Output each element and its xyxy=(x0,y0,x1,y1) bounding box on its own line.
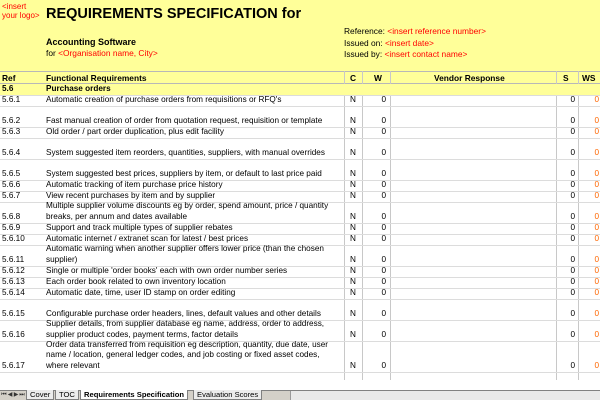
cell-s[interactable]: 0 xyxy=(570,330,575,339)
cell-desc[interactable]: System suggested item reorders, quantities, suppliers, with manual overrides xyxy=(46,147,325,157)
cell-c[interactable]: N xyxy=(350,169,356,178)
cell-ws[interactable]: 0 xyxy=(594,288,599,297)
cell-c[interactable]: N xyxy=(350,330,356,339)
cell-ws[interactable]: 0 xyxy=(594,180,599,189)
table-row[interactable] xyxy=(0,160,600,181)
cell-c[interactable]: N xyxy=(350,266,356,275)
cell-ref[interactable]: 5.6 xyxy=(2,84,14,93)
cell-ws[interactable]: 0 xyxy=(594,361,599,370)
logo-placeholder-line1[interactable]: <insert xyxy=(2,2,27,11)
table-row[interactable] xyxy=(0,203,600,224)
col-ws[interactable]: WS xyxy=(582,73,596,83)
cell-ws[interactable]: 0 xyxy=(594,127,599,136)
cell-ref[interactable]: 5.6.11 xyxy=(2,255,25,264)
cell-s[interactable]: 0 xyxy=(570,266,575,275)
cell-ref[interactable]: 5.6.7 xyxy=(2,191,21,200)
cell-c[interactable]: N xyxy=(350,309,356,318)
cell-s[interactable]: 0 xyxy=(570,234,575,243)
cell-s[interactable]: 0 xyxy=(570,180,575,189)
cell-s[interactable]: 0 xyxy=(570,116,575,125)
issued-on-value[interactable]: <insert date> xyxy=(384,38,434,48)
cell-ws[interactable]: 0 xyxy=(594,191,599,200)
last-sheet-icon[interactable]: ⏭ xyxy=(19,392,25,398)
org-placeholder[interactable]: <Organisation name, City> xyxy=(58,48,158,58)
cell-desc[interactable]: Each order book related to own inventory location xyxy=(46,276,226,286)
cell-c[interactable]: N xyxy=(350,223,356,232)
cell-ws[interactable]: 0 xyxy=(594,95,599,104)
cell-ws[interactable]: 0 xyxy=(594,116,599,125)
cell-w[interactable]: 0 xyxy=(381,127,386,136)
cell-ws[interactable]: 0 xyxy=(594,234,599,243)
cell-ref[interactable]: 5.6.13 xyxy=(2,277,25,286)
cell-ref[interactable]: 5.6.3 xyxy=(2,127,21,136)
first-sheet-icon[interactable]: ⏮ xyxy=(1,392,7,398)
cell-s[interactable]: 0 xyxy=(570,277,575,286)
cell-c[interactable]: N xyxy=(350,277,356,286)
cell-desc[interactable]: Configurable purchase order headers, lines, default values and other details xyxy=(46,308,321,318)
sheet-tab-bar xyxy=(0,390,600,400)
cell-w[interactable]: 0 xyxy=(381,277,386,286)
col-functional-requirements[interactable]: Functional Requirements xyxy=(46,73,147,83)
cell-c[interactable]: N xyxy=(350,212,356,221)
cell-ws[interactable]: 0 xyxy=(594,309,599,318)
cell-desc[interactable]: Automatic date, time, user ID stamp on order editing xyxy=(46,287,236,297)
logo-placeholder-line2[interactable]: your logo> xyxy=(2,11,40,20)
cell-desc[interactable]: Fast manual creation of order from quotation request, requisition or template xyxy=(46,115,323,125)
cell-c[interactable]: N xyxy=(350,191,356,200)
cell-ref[interactable]: 5.6.15 xyxy=(2,309,25,318)
document-header xyxy=(0,0,600,71)
cell-c[interactable]: N xyxy=(350,95,356,104)
cell-w[interactable]: 0 xyxy=(381,191,386,200)
sheet-tab-requirements-specification[interactable]: Requirements Specification xyxy=(80,390,188,400)
cell-ref[interactable]: 5.6.12 xyxy=(2,266,25,275)
cell-ws[interactable]: 0 xyxy=(594,223,599,232)
cell-w[interactable]: 0 xyxy=(381,223,386,232)
cell-desc[interactable]: Multiple supplier volume discounts eg by order, spend amount, price / quantity breaks, per annum and dates available xyxy=(46,201,329,221)
issued-on-label: Issued on: xyxy=(344,38,385,48)
cell-c[interactable]: N xyxy=(350,116,356,125)
cell-c[interactable]: N xyxy=(350,234,356,243)
cell-c[interactable]: N xyxy=(350,127,356,136)
cell-c[interactable]: N xyxy=(350,288,356,297)
cell-ref[interactable]: 5.6.8 xyxy=(2,212,21,221)
cell-c[interactable]: N xyxy=(350,180,356,189)
cell-desc[interactable]: Automatic creation of purchase orders from requisitions or RFQ's xyxy=(46,94,282,104)
cell-c[interactable]: N xyxy=(350,255,356,264)
cell-s[interactable]: 0 xyxy=(570,127,575,136)
col-c[interactable]: C xyxy=(350,73,357,83)
cell-desc[interactable]: Purchase orders xyxy=(46,83,111,93)
sheet-tab-cover[interactable]: Cover xyxy=(26,390,54,400)
cell-s[interactable]: 0 xyxy=(570,148,575,157)
issued-by-label: Issued by: xyxy=(344,49,385,59)
col-ref[interactable]: Ref xyxy=(2,73,16,83)
cell-w[interactable]: 0 xyxy=(381,212,386,221)
cell-w[interactable]: 0 xyxy=(381,330,386,339)
cell-ws[interactable]: 0 xyxy=(594,148,599,157)
cell-ws[interactable]: 0 xyxy=(594,169,599,178)
cell-s[interactable]: 0 xyxy=(570,95,575,104)
software-name: Accounting Software xyxy=(46,37,137,47)
reference-label: Reference: xyxy=(344,26,388,36)
cell-c[interactable]: N xyxy=(350,361,356,370)
cell-w[interactable]: 0 xyxy=(381,148,386,157)
table-row[interactable] xyxy=(0,107,600,128)
cell-ref[interactable]: 5.6.4 xyxy=(2,148,21,157)
cell-desc[interactable]: Single or multiple 'order books' each with own order number series xyxy=(46,265,288,275)
table-row[interactable] xyxy=(0,289,600,300)
cell-ref[interactable]: 5.6.2 xyxy=(2,116,21,125)
prev-sheet-icon[interactable]: ◀ xyxy=(7,392,13,398)
cell-w[interactable]: 0 xyxy=(381,309,386,318)
org-prefix: for xyxy=(46,48,59,58)
reference-line[interactable] xyxy=(344,26,486,36)
cell-w[interactable]: 0 xyxy=(381,288,386,297)
cell-s[interactable]: 0 xyxy=(570,309,575,318)
cell-desc[interactable]: Automatic tracking of item purchase price history xyxy=(46,179,223,189)
cell-s[interactable]: 0 xyxy=(570,255,575,264)
issued-by-value[interactable]: <insert contact name> xyxy=(384,49,468,59)
sheet-tab-evaluation-scores[interactable]: Evaluation Scores xyxy=(193,390,262,400)
organisation-line[interactable] xyxy=(46,48,158,58)
cell-s[interactable]: 0 xyxy=(570,212,575,221)
cell-desc[interactable]: Support and track multiple types of supplier rebates xyxy=(46,222,233,232)
cell-w[interactable]: 0 xyxy=(381,255,386,264)
cell-desc[interactable]: Supplier details, from supplier database eg name, address, order to address, supplier product codes, payment terms, factor details xyxy=(46,319,325,339)
cell-desc[interactable]: Automatic warning when another supplier offers lower price (than the chosen supplier) xyxy=(46,244,324,264)
cell-w[interactable]: 0 xyxy=(381,180,386,189)
issued-on-line[interactable] xyxy=(344,38,434,48)
cell-desc[interactable]: Old order / part order duplication, plus edit facility xyxy=(46,126,224,136)
cell-ref[interactable]: 5.6.5 xyxy=(2,169,21,178)
table-row[interactable] xyxy=(0,246,600,267)
cell-ref[interactable]: 5.6.10 xyxy=(2,234,25,243)
cell-desc[interactable]: View recent purchases by item and by supplier xyxy=(46,190,216,200)
table-row[interactable] xyxy=(0,96,600,107)
cell-ref[interactable]: 5.6.9 xyxy=(2,223,21,232)
cell-s[interactable]: 0 xyxy=(570,169,575,178)
cell-ref[interactable]: 5.6.17 xyxy=(2,361,25,370)
cell-w[interactable]: 0 xyxy=(381,169,386,178)
cell-w[interactable]: 0 xyxy=(381,234,386,243)
table-row[interactable] xyxy=(0,300,600,321)
cell-c[interactable]: N xyxy=(350,148,356,157)
table-row[interactable] xyxy=(0,128,600,139)
cell-ws[interactable]: 0 xyxy=(594,255,599,264)
table-row[interactable] xyxy=(0,139,600,160)
cell-w[interactable]: 0 xyxy=(381,266,386,275)
issued-by-line[interactable] xyxy=(344,49,467,59)
cell-ws[interactable]: 0 xyxy=(594,266,599,275)
cell-ws[interactable]: 0 xyxy=(594,212,599,221)
cell-w[interactable]: 0 xyxy=(381,95,386,104)
table-row[interactable] xyxy=(0,339,600,373)
cell-ws[interactable]: 0 xyxy=(594,277,599,286)
col-s[interactable]: S xyxy=(563,73,569,83)
cell-desc[interactable]: Automatic internet / extranet scan for latest / best prices xyxy=(46,233,249,243)
cell-ref[interactable]: 5.6.6 xyxy=(2,180,21,189)
next-sheet-icon[interactable]: ▶ xyxy=(13,392,19,398)
reference-value[interactable]: <insert reference number> xyxy=(387,26,486,36)
cell-s[interactable]: 0 xyxy=(570,288,575,297)
cell-desc[interactable]: Order data transferred from requisition eg description, quantity, due date, user name / location, general ledger codes, and job costing or fixed asset codes, where relevant xyxy=(46,339,329,370)
cell-s[interactable]: 0 xyxy=(570,361,575,370)
col-vendor-response[interactable]: Vendor Response xyxy=(434,73,505,83)
col-w[interactable]: W xyxy=(374,73,382,83)
cell-ref[interactable]: 5.6.1 xyxy=(2,95,21,104)
column-header-row xyxy=(0,71,600,84)
cell-ws[interactable]: 0 xyxy=(594,330,599,339)
cell-ref[interactable]: 5.6.14 xyxy=(2,288,25,297)
cell-w[interactable]: 0 xyxy=(381,116,386,125)
cell-w[interactable]: 0 xyxy=(381,361,386,370)
sheet-tab-toc[interactable]: TOC xyxy=(55,390,79,400)
cell-s[interactable]: 0 xyxy=(570,191,575,200)
horizontal-scrollbar[interactable] xyxy=(290,391,600,400)
cell-s[interactable]: 0 xyxy=(570,223,575,232)
cell-ref[interactable]: 5.6.16 xyxy=(2,330,25,339)
cell-desc[interactable]: System suggested best prices, suppliers by item, or default to last price paid xyxy=(46,168,322,178)
page-title: REQUIREMENTS SPECIFICATION for xyxy=(46,6,302,22)
